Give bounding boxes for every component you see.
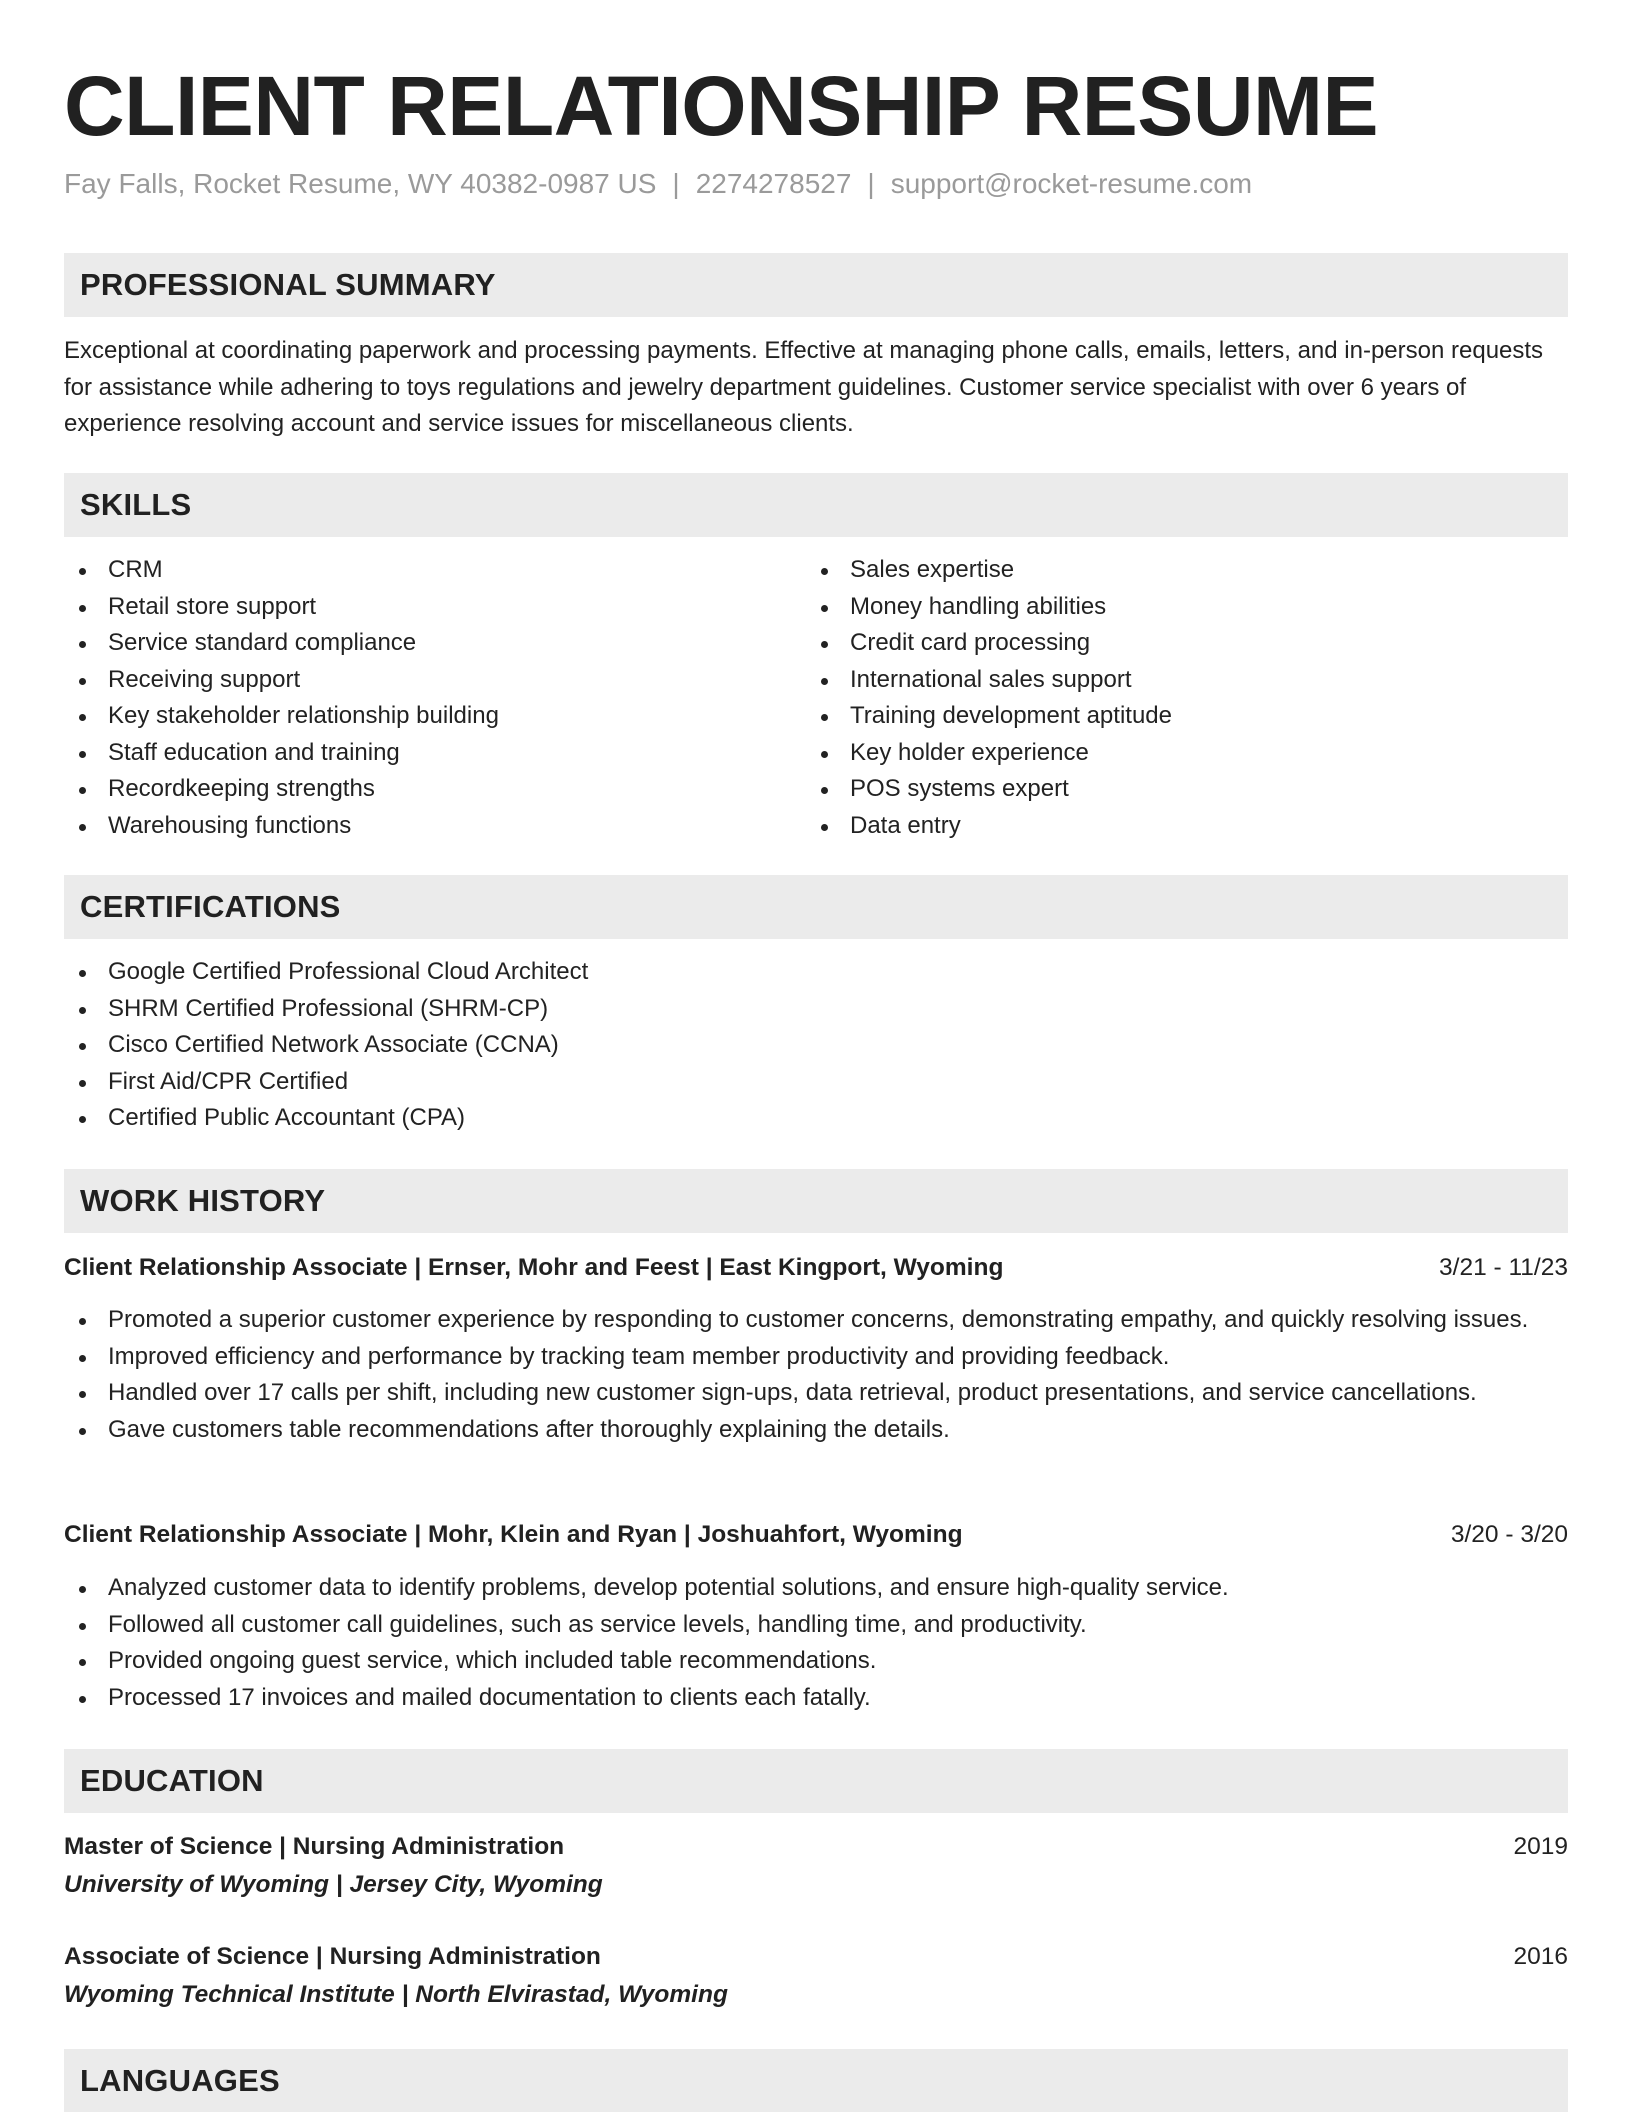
certification-item: SHRM Certified Professional (SHRM-CP) [64, 991, 1568, 1028]
job-bullet: Gave customers table recommendations after thoroughly explaining the details. [64, 1412, 1568, 1449]
section-header-certifications: CERTIFICATIONS [64, 875, 1568, 939]
skill-item: Warehousing functions [64, 808, 804, 845]
job-header [64, 1517, 1568, 1553]
skill-item: Retail store support [64, 589, 804, 626]
job-bullet: Analyzed customer data to identify problems, develop potential solutions, and ensure high-quality service. [64, 1570, 1568, 1607]
skill-item: Data entry [806, 808, 1546, 845]
skill-item: Sales expertise [806, 552, 1546, 589]
skills-list-left [64, 552, 804, 844]
certification-item: Cisco Certified Network Associate (CCNA) [64, 1027, 1568, 1064]
certification-item: First Aid/CPR Certified [64, 1064, 1568, 1101]
skill-item: Service standard compliance [64, 625, 804, 662]
contact-separator: | [672, 168, 680, 199]
section-header-skills: SKILLS [64, 473, 1568, 537]
contact-email[interactable]: support@rocket-resume.com [890, 168, 1253, 199]
job-bullet: Provided ongoing guest service, which included table recommendations. [64, 1643, 1568, 1680]
school-name: University of Wyoming | Jersey City, Wyoming [64, 1871, 603, 1898]
skill-item: Training development aptitude [806, 698, 1546, 735]
certification-item: Certified Public Accountant (CPA) [64, 1100, 1568, 1137]
job-header [64, 1250, 1568, 1286]
skill-item: Key holder experience [806, 735, 1546, 772]
job-title: Client Relationship Associate | Ernser, Mohr and Feest | East Kingport, Wyoming [64, 1254, 1004, 1281]
contact-address: Fay Falls, Rocket Resume, WY 40382-0987 US [64, 168, 657, 199]
job-bullets [64, 1570, 1568, 1716]
contact-line [64, 166, 1252, 202]
job-dates: 3/20 - 3/20 [1450, 1521, 1568, 1548]
certifications-list [64, 954, 1568, 1137]
job-bullet: Improved efficiency and performance by tracking team member productivity and providing feedback. [64, 1339, 1568, 1376]
job-bullets [64, 1302, 1568, 1448]
job-bullet: Handled over 17 calls per shift, including new customer sign-ups, data retrieval, product presentations, and service cancellations. [64, 1375, 1568, 1412]
skill-item: Staff education and training [64, 735, 804, 772]
skill-item: Receiving support [64, 662, 804, 699]
section-header-languages: LANGUAGES [64, 2049, 1568, 2112]
skills-list-right [806, 552, 1546, 844]
skill-item: International sales support [806, 662, 1546, 699]
graduation-year: 2019 [1513, 1833, 1568, 1860]
section-header-summary: PROFESSIONAL SUMMARY [64, 253, 1568, 317]
education-header [64, 1829, 1568, 1865]
degree-title: Master of Science | Nursing Administration [64, 1833, 565, 1860]
contact-phone[interactable]: 2274278527 [695, 168, 852, 199]
skill-item: Key stakeholder relationship building [64, 698, 804, 735]
job-bullet: Followed all customer call guidelines, such as service levels, handling time, and productivity. [64, 1607, 1568, 1644]
section-header-work-history: WORK HISTORY [64, 1169, 1568, 1233]
skill-item: Credit card processing [806, 625, 1546, 662]
skill-item: CRM [64, 552, 804, 589]
section-header-education: EDUCATION [64, 1749, 1568, 1813]
contact-separator: | [867, 168, 875, 199]
degree-title: Associate of Science | Nursing Administration [64, 1943, 601, 1970]
skill-item: POS systems expert [806, 771, 1546, 808]
school-name: Wyoming Technical Institute | North Elvirastad, Wyoming [64, 1981, 728, 2008]
education-header [64, 1939, 1568, 1975]
job-bullet: Processed 17 invoices and mailed documentation to clients each fatally. [64, 1680, 1568, 1717]
graduation-year: 2016 [1513, 1943, 1568, 1970]
resume-title: CLIENT RELATIONSHIP RESUME [64, 59, 1378, 153]
job-bullet: Promoted a superior customer experience by responding to customer concerns, demonstrating empathy, and quickly resolving issues. [64, 1302, 1568, 1339]
job-title: Client Relationship Associate | Mohr, Klein and Ryan | Joshuahfort, Wyoming [64, 1521, 963, 1548]
certification-item: Google Certified Professional Cloud Architect [64, 954, 1568, 991]
summary-text: Exceptional at coordinating paperwork and processing payments. Effective at managing phone calls, emails, letters, and in-person requests for assistance while adhering to toys regulations and jewelry department guidelines. Customer service specialist with over 6 years of experience resolving account and service issues for miscellaneous clients. [64, 337, 1544, 437]
job-dates: 3/21 - 11/23 [1439, 1254, 1568, 1281]
skill-item: Recordkeeping strengths [64, 771, 804, 808]
skill-item: Money handling abilities [806, 589, 1546, 626]
